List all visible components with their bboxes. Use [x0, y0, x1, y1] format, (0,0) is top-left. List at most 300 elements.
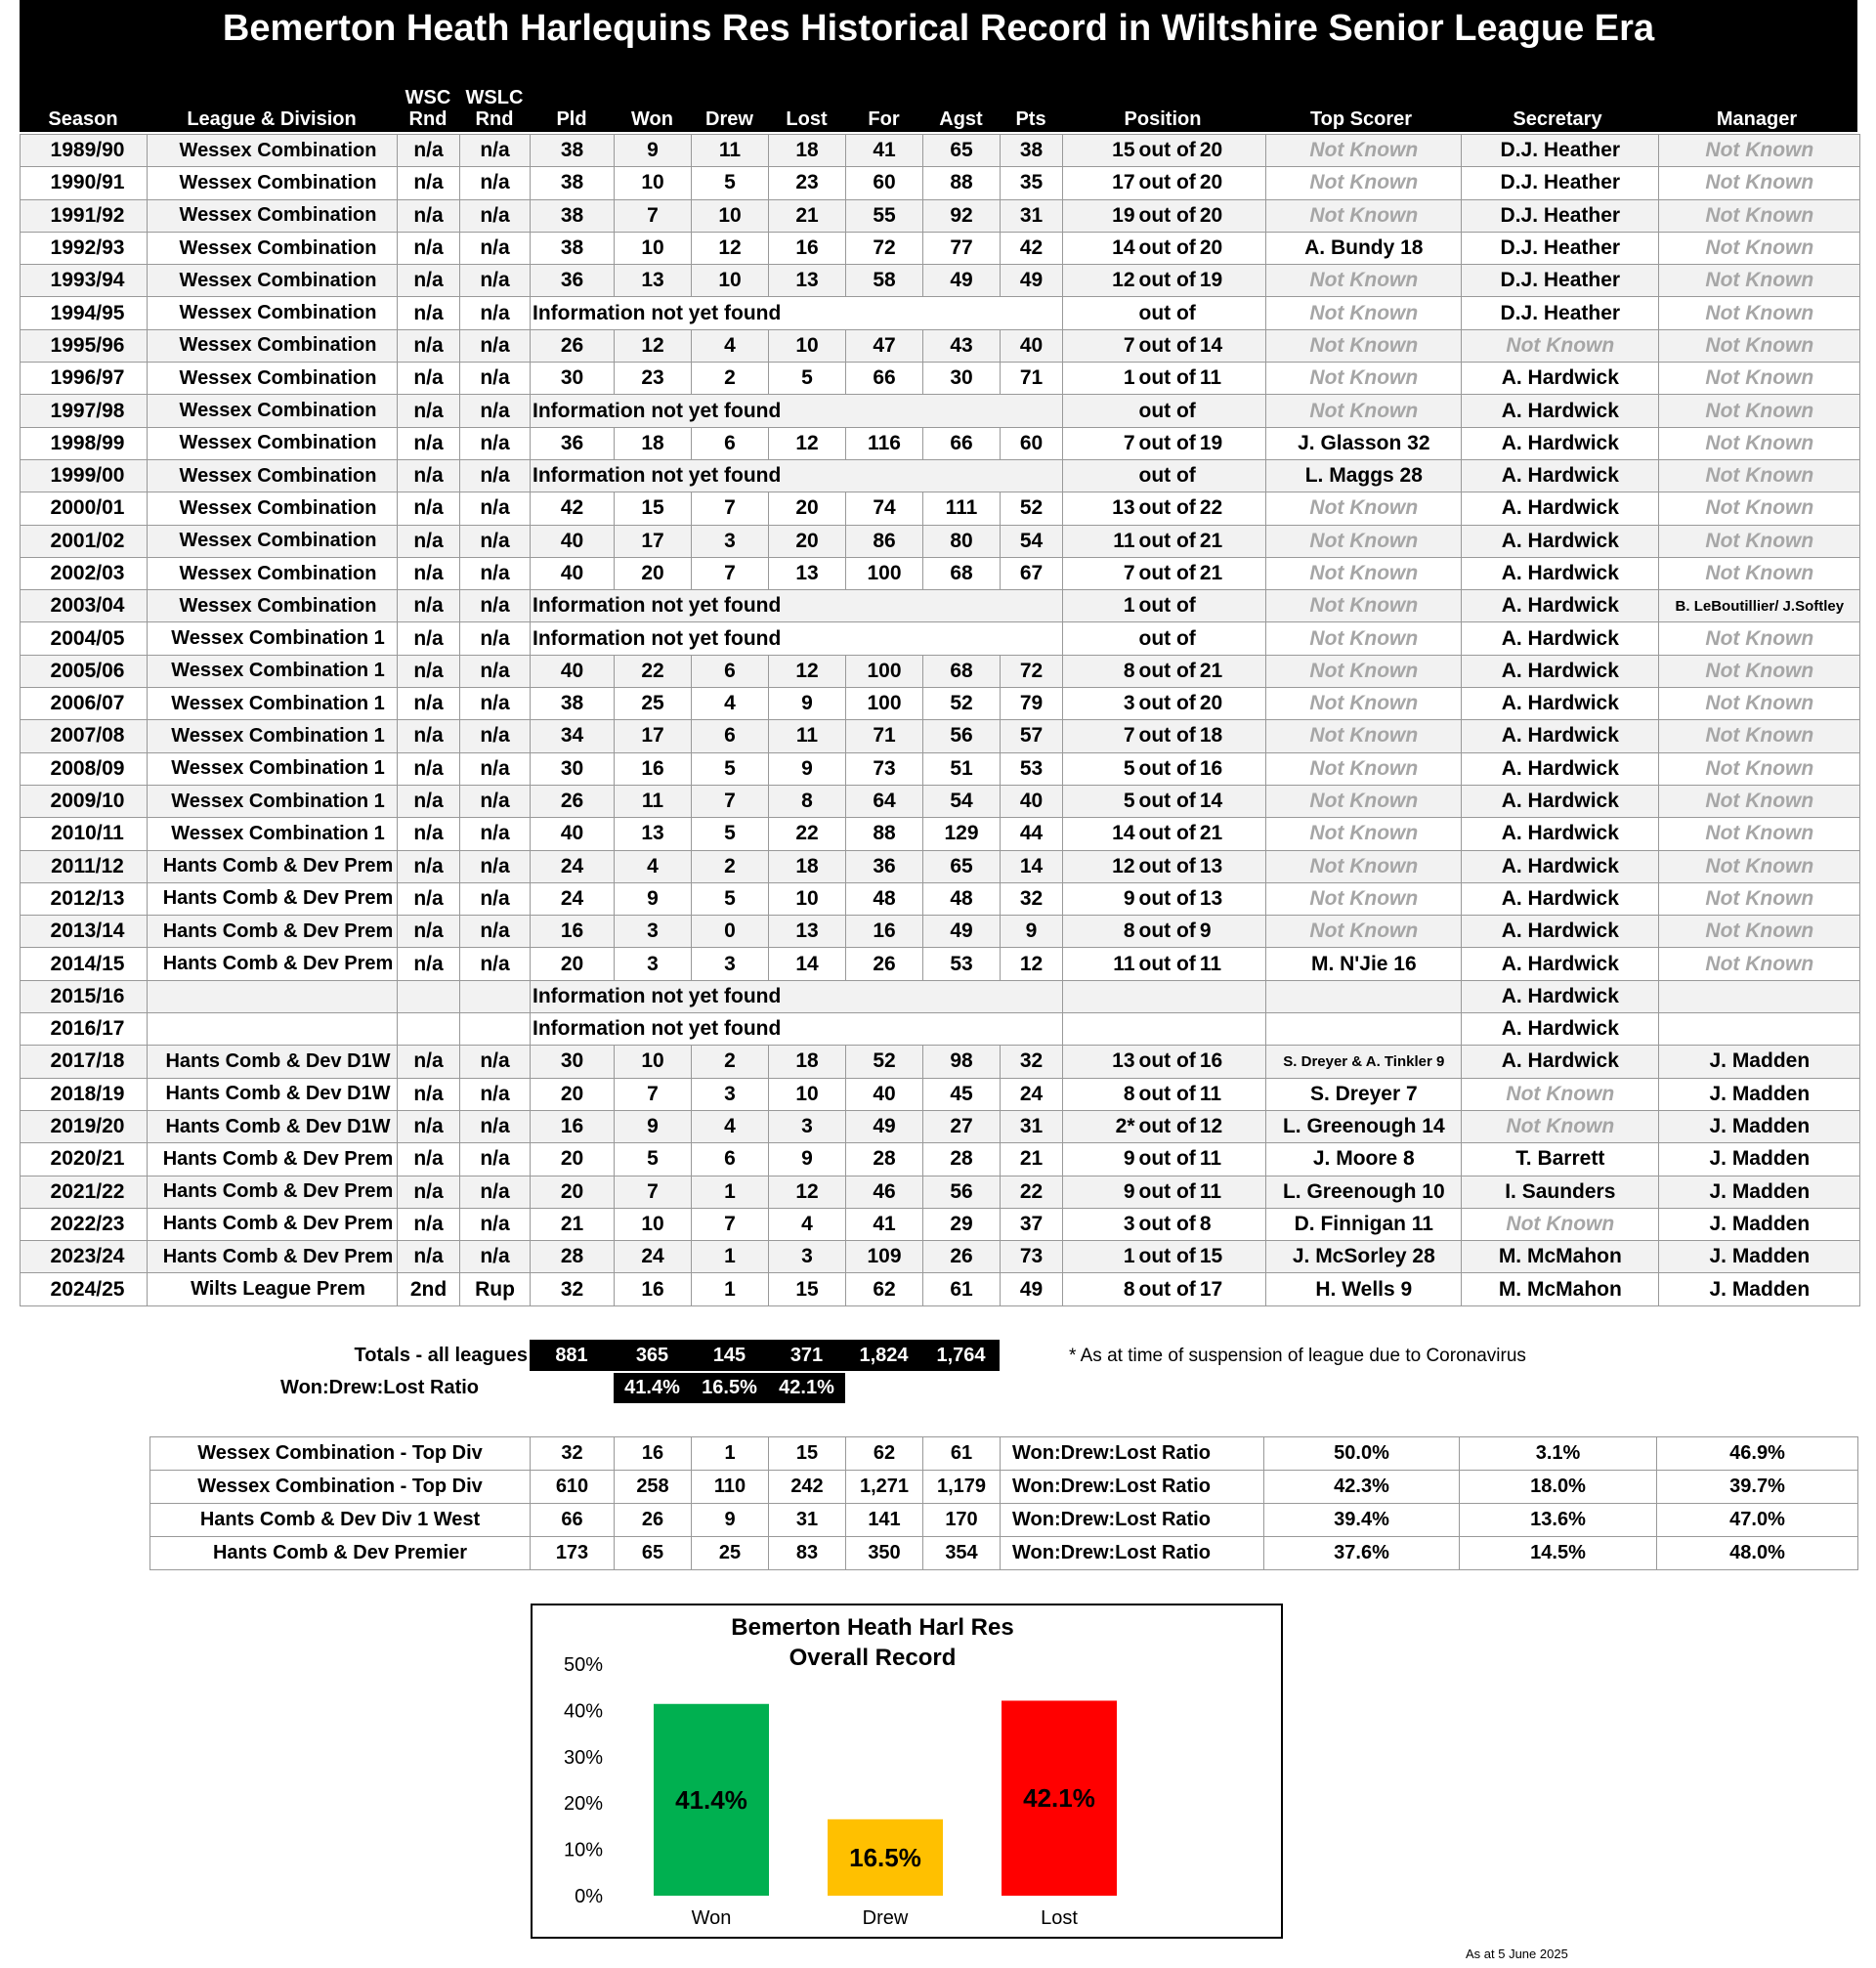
- cell-teams-total: 9: [1198, 916, 1266, 948]
- cell-manager: Not Known: [1659, 622, 1860, 655]
- cell-won: 16: [615, 752, 692, 785]
- cell-drew: 7: [692, 785, 769, 817]
- cell-goals-against: 92: [923, 199, 1001, 232]
- cell-secretary: A. Hardwick: [1462, 720, 1659, 752]
- cell-top-scorer: L. Maggs 28: [1266, 459, 1462, 492]
- cell-goals-for: 26: [846, 948, 923, 980]
- header-season: Season: [48, 108, 118, 130]
- cell-out-of: out of: [1137, 1143, 1198, 1176]
- cell-drew: 12: [692, 232, 769, 264]
- cell-season: 2008/09: [21, 752, 148, 785]
- table-row: [21, 232, 1860, 264]
- summary-played: 66: [531, 1504, 615, 1537]
- cell-points: 49: [1001, 265, 1063, 297]
- table-row: [21, 688, 1860, 720]
- cell-goals-against: 98: [923, 1046, 1001, 1078]
- cell-info-not-found: Information not yet found: [531, 1013, 1063, 1046]
- cell-secretary: M. McMahon: [1462, 1241, 1659, 1273]
- y-tick-label: 20%: [563, 1793, 603, 1816]
- cell-drew: 7: [692, 557, 769, 589]
- cell-goals-against: 88: [923, 167, 1001, 199]
- cell-league: Wessex Combination: [148, 459, 398, 492]
- cell-teams-total: 16: [1198, 752, 1266, 785]
- cell-season: 2018/19: [21, 1078, 148, 1110]
- cell-manager: [1659, 980, 1860, 1012]
- cell-wslc-round: n/a: [460, 395, 531, 427]
- cell-played: 42: [531, 492, 615, 525]
- overall-record-chart: [531, 1604, 1283, 1939]
- cell-wsc-round: n/a: [398, 492, 460, 525]
- cell-goals-against: 61: [923, 1273, 1001, 1305]
- cell-points: 71: [1001, 363, 1063, 395]
- cell-season: 2012/13: [21, 882, 148, 915]
- cell-secretary: A. Hardwick: [1462, 948, 1659, 980]
- summary-drew-pct: 18.0%: [1460, 1471, 1657, 1504]
- cell-wslc-round: n/a: [460, 1208, 531, 1240]
- cell-wsc-round: n/a: [398, 395, 460, 427]
- cell-wsc-round: n/a: [398, 1078, 460, 1110]
- summary-played: 610: [531, 1471, 615, 1504]
- cell-secretary: D.J. Heather: [1462, 199, 1659, 232]
- cell-position: 15: [1063, 135, 1137, 167]
- cell-out-of: out of: [1137, 752, 1198, 785]
- cell-top-scorer: J. McSorley 28: [1266, 1241, 1462, 1273]
- cell-played: 38: [531, 167, 615, 199]
- cell-played: 30: [531, 363, 615, 395]
- cell-wsc-round: n/a: [398, 916, 460, 948]
- cell-lost: 13: [769, 557, 846, 589]
- cell-drew: 1: [692, 1241, 769, 1273]
- cell-teams-total: [1198, 980, 1266, 1012]
- cell-out-of: out of: [1137, 395, 1198, 427]
- cell-points: 72: [1001, 655, 1063, 687]
- table-row: [21, 752, 1860, 785]
- cell-teams-total: 21: [1198, 557, 1266, 589]
- cell-points: 32: [1001, 1046, 1063, 1078]
- cell-out-of: out of: [1137, 1110, 1198, 1142]
- table-row: [21, 1176, 1860, 1208]
- cell-played: 24: [531, 850, 615, 882]
- cell-wslc-round: n/a: [460, 850, 531, 882]
- cell-wsc-round: n/a: [398, 590, 460, 622]
- cell-wslc-round: n/a: [460, 557, 531, 589]
- cell-teams-total: 18: [1198, 720, 1266, 752]
- cell-position: 17: [1063, 167, 1137, 199]
- cell-wsc-round: n/a: [398, 818, 460, 850]
- cell-wsc-round: n/a: [398, 688, 460, 720]
- cell-season: 2015/16: [21, 980, 148, 1012]
- cell-teams-total: 20: [1198, 688, 1266, 720]
- totals-won: 365: [614, 1340, 691, 1371]
- cell-teams-total: 14: [1198, 785, 1266, 817]
- cell-points: 44: [1001, 818, 1063, 850]
- cell-season: 2016/17: [21, 1013, 148, 1046]
- cell-position: [1063, 297, 1137, 329]
- cell-teams-total: [1198, 459, 1266, 492]
- cell-position: 8: [1063, 655, 1137, 687]
- cell-secretary: D.J. Heather: [1462, 167, 1659, 199]
- cell-played: 38: [531, 688, 615, 720]
- cell-secretary: A. Hardwick: [1462, 882, 1659, 915]
- cell-teams-total: [1198, 297, 1266, 329]
- cell-secretary: D.J. Heather: [1462, 232, 1659, 264]
- cell-top-scorer: Not Known: [1266, 492, 1462, 525]
- cell-league: Wilts League Prem: [148, 1273, 398, 1305]
- cell-top-scorer: Not Known: [1266, 590, 1462, 622]
- cell-goals-against: 65: [923, 135, 1001, 167]
- cell-secretary: D.J. Heather: [1462, 297, 1659, 329]
- cell-played: 24: [531, 882, 615, 915]
- cell-won: 17: [615, 525, 692, 557]
- totals-pld: 881: [530, 1340, 614, 1371]
- cell-played: 16: [531, 1110, 615, 1142]
- cell-wsc-round: n/a: [398, 135, 460, 167]
- cell-goals-against: 45: [923, 1078, 1001, 1110]
- header-won: Won: [631, 108, 673, 130]
- summary-won: 258: [615, 1471, 692, 1504]
- cell-played: 26: [531, 329, 615, 362]
- cell-secretary: A. Hardwick: [1462, 459, 1659, 492]
- cell-lost: 18: [769, 1046, 846, 1078]
- table-row: [21, 1013, 1860, 1046]
- cell-lost: 12: [769, 427, 846, 459]
- data-label-lost: 42.1%: [1023, 1783, 1095, 1814]
- cell-teams-total: 14: [1198, 329, 1266, 362]
- cell-drew: 1: [692, 1176, 769, 1208]
- cell-league: Wessex Combination 1: [148, 720, 398, 752]
- cell-season: 2022/23: [21, 1208, 148, 1240]
- cell-lost: 20: [769, 525, 846, 557]
- cell-out-of: out of: [1137, 492, 1198, 525]
- cell-wslc-round: [460, 1013, 531, 1046]
- y-tick-label: 50%: [563, 1654, 603, 1676]
- cell-out-of: out of: [1137, 232, 1198, 264]
- cell-manager: Not Known: [1659, 297, 1860, 329]
- cell-teams-total: 11: [1198, 948, 1266, 980]
- table-row: [21, 622, 1860, 655]
- cell-secretary: M. McMahon: [1462, 1273, 1659, 1305]
- cell-manager: Not Known: [1659, 916, 1860, 948]
- cell-goals-for: 88: [846, 818, 923, 850]
- cell-played: 20: [531, 1078, 615, 1110]
- cell-out-of: out of: [1137, 135, 1198, 167]
- cell-manager: J. Madden: [1659, 1273, 1860, 1305]
- ratio-lost: 42.1%: [768, 1373, 845, 1403]
- cell-wsc-round: [398, 980, 460, 1012]
- cell-out-of: out of: [1137, 363, 1198, 395]
- cell-points: 57: [1001, 720, 1063, 752]
- cell-out-of: out of: [1137, 1273, 1198, 1305]
- cell-goals-for: 58: [846, 265, 923, 297]
- cell-goals-for: 52: [846, 1046, 923, 1078]
- cell-manager: [1659, 1013, 1860, 1046]
- cell-wslc-round: n/a: [460, 1143, 531, 1176]
- cell-wslc-round: n/a: [460, 232, 531, 264]
- cell-position: [1063, 980, 1137, 1012]
- cell-lost: 23: [769, 167, 846, 199]
- cell-league: Wessex Combination 1: [148, 622, 398, 655]
- y-tick-label: 0%: [575, 1886, 603, 1907]
- summary-row: [150, 1537, 1858, 1570]
- cell-position: 1: [1063, 363, 1137, 395]
- cell-top-scorer: L. Greenough 10: [1266, 1176, 1462, 1208]
- cell-out-of: out of: [1137, 622, 1198, 655]
- cell-out-of: out of: [1137, 199, 1198, 232]
- cell-league: Hants Comb & Dev Prem: [148, 1176, 398, 1208]
- cell-top-scorer: Not Known: [1266, 818, 1462, 850]
- table-row: [21, 395, 1860, 427]
- cell-out-of: out of: [1137, 916, 1198, 948]
- cell-manager: Not Known: [1659, 232, 1860, 264]
- cell-manager: J. Madden: [1659, 1078, 1860, 1110]
- cell-won: 10: [615, 232, 692, 264]
- cell-lost: 9: [769, 1143, 846, 1176]
- cell-points: 31: [1001, 1110, 1063, 1142]
- totals-drew: 145: [691, 1340, 768, 1371]
- cell-season: 2014/15: [21, 948, 148, 980]
- cell-season: 1996/97: [21, 363, 148, 395]
- cell-goals-for: 71: [846, 720, 923, 752]
- header-pld: Pld: [556, 108, 587, 130]
- cell-season: 1990/91: [21, 167, 148, 199]
- cell-top-scorer: J. Glasson 32: [1266, 427, 1462, 459]
- cell-manager: Not Known: [1659, 135, 1860, 167]
- cell-played: 40: [531, 525, 615, 557]
- cell-season: 2003/04: [21, 590, 148, 622]
- table-row: [21, 1241, 1860, 1273]
- cell-out-of: out of: [1137, 655, 1198, 687]
- cell-wslc-round: n/a: [460, 882, 531, 915]
- cell-top-scorer: H. Wells 9: [1266, 1273, 1462, 1305]
- cell-wsc-round: n/a: [398, 199, 460, 232]
- cell-manager: Not Known: [1659, 557, 1860, 589]
- cell-wslc-round: n/a: [460, 459, 531, 492]
- cell-points: 40: [1001, 329, 1063, 362]
- cell-won: 3: [615, 916, 692, 948]
- cell-secretary: Not Known: [1462, 1078, 1659, 1110]
- cell-drew: 10: [692, 199, 769, 232]
- ratio-label: Won:Drew:Lost Ratio: [280, 1377, 479, 1398]
- x-tick-label: Lost: [1041, 1907, 1078, 1929]
- cell-goals-for: 16: [846, 916, 923, 948]
- header-secretary: Secretary: [1513, 108, 1602, 130]
- cell-lost: 9: [769, 688, 846, 720]
- cell-wsc-round: n/a: [398, 167, 460, 199]
- cell-lost: 16: [769, 232, 846, 264]
- cell-won: 13: [615, 818, 692, 850]
- cell-season: 1998/99: [21, 427, 148, 459]
- cell-wsc-round: n/a: [398, 363, 460, 395]
- division-summary-table: [149, 1436, 1858, 1570]
- cell-teams-total: 15: [1198, 1241, 1266, 1273]
- header-pts: Pts: [1015, 108, 1046, 130]
- table-row: [21, 850, 1860, 882]
- cell-teams-total: 19: [1198, 265, 1266, 297]
- table-row: [21, 1110, 1860, 1142]
- cell-wslc-round: n/a: [460, 167, 531, 199]
- cell-season: 1992/93: [21, 232, 148, 264]
- cell-points: 42: [1001, 232, 1063, 264]
- totals-for: 1,824: [845, 1340, 922, 1371]
- cell-goals-for: 64: [846, 785, 923, 817]
- table-row: [21, 329, 1860, 362]
- cell-wsc-round: n/a: [398, 1208, 460, 1240]
- summary-drew-pct: 3.1%: [1460, 1437, 1657, 1471]
- cell-drew: 4: [692, 688, 769, 720]
- footnote: * As at time of suspension of league due to Coronavirus: [1069, 1346, 1526, 1366]
- cell-won: 23: [615, 363, 692, 395]
- cell-wslc-round: Rup: [460, 1273, 531, 1305]
- cell-teams-total: [1198, 622, 1266, 655]
- cell-goals-against: 53: [923, 948, 1001, 980]
- cell-out-of: out of: [1137, 1046, 1198, 1078]
- cell-lost: 10: [769, 882, 846, 915]
- cell-out-of: [1137, 1013, 1198, 1046]
- cell-goals-for: 46: [846, 1176, 923, 1208]
- cell-lost: 14: [769, 948, 846, 980]
- cell-league: Wessex Combination 1: [148, 688, 398, 720]
- header-wslc: [459, 87, 530, 130]
- cell-out-of: out of: [1137, 1208, 1198, 1240]
- summary-lost: 15: [769, 1437, 846, 1471]
- cell-goals-for: 60: [846, 167, 923, 199]
- cell-league: Hants Comb & Dev Prem: [148, 1208, 398, 1240]
- cell-position: [1063, 1013, 1137, 1046]
- cell-points: 9: [1001, 916, 1063, 948]
- cell-drew: 5: [692, 818, 769, 850]
- cell-lost: 10: [769, 1078, 846, 1110]
- y-tick-label: 40%: [563, 1700, 603, 1723]
- cell-goals-for: 49: [846, 1110, 923, 1142]
- cell-league: Wessex Combination 1: [148, 818, 398, 850]
- cell-points: 79: [1001, 688, 1063, 720]
- summary-row: [150, 1437, 1858, 1471]
- cell-position: 1: [1063, 590, 1137, 622]
- summary-for: 1,271: [846, 1471, 923, 1504]
- cell-out-of: out of: [1137, 1241, 1198, 1273]
- cell-goals-against: 49: [923, 265, 1001, 297]
- cell-secretary: A. Hardwick: [1462, 850, 1659, 882]
- cell-drew: 6: [692, 427, 769, 459]
- cell-played: 36: [531, 265, 615, 297]
- cell-position: 5: [1063, 785, 1137, 817]
- cell-season: 2005/06: [21, 655, 148, 687]
- cell-teams-total: 20: [1198, 199, 1266, 232]
- cell-season: 2002/03: [21, 557, 148, 589]
- cell-goals-for: 116: [846, 427, 923, 459]
- cell-lost: 4: [769, 1208, 846, 1240]
- header-wslc-line2: Rnd: [475, 108, 514, 130]
- table-row: [21, 297, 1860, 329]
- cell-wsc-round: n/a: [398, 297, 460, 329]
- cell-top-scorer: Not Known: [1266, 557, 1462, 589]
- cell-top-scorer: Not Known: [1266, 167, 1462, 199]
- cell-out-of: [1137, 980, 1198, 1012]
- cell-league: Wessex Combination: [148, 265, 398, 297]
- cell-goals-for: 55: [846, 199, 923, 232]
- summary-division-name: Wessex Combination - Top Div: [150, 1471, 531, 1504]
- data-label-won: 41.4%: [675, 1784, 747, 1815]
- cell-top-scorer: S. Dreyer & A. Tinkler 9: [1266, 1046, 1462, 1078]
- cell-teams-total: 21: [1198, 525, 1266, 557]
- summary-played: 173: [531, 1537, 615, 1570]
- cell-lost: 8: [769, 785, 846, 817]
- cell-wslc-round: n/a: [460, 720, 531, 752]
- totals-agst: 1,764: [922, 1340, 1000, 1371]
- cell-drew: 6: [692, 1143, 769, 1176]
- cell-wsc-round: n/a: [398, 785, 460, 817]
- cell-drew: 4: [692, 329, 769, 362]
- cell-manager: Not Known: [1659, 459, 1860, 492]
- cell-manager: Not Known: [1659, 265, 1860, 297]
- cell-position: 7: [1063, 329, 1137, 362]
- cell-won: 10: [615, 1046, 692, 1078]
- cell-won: 9: [615, 882, 692, 915]
- cell-season: 1995/96: [21, 329, 148, 362]
- cell-goals-against: 129: [923, 818, 1001, 850]
- cell-won: 15: [615, 492, 692, 525]
- cell-wslc-round: n/a: [460, 199, 531, 232]
- cell-goals-for: 28: [846, 1143, 923, 1176]
- cell-manager: Not Known: [1659, 785, 1860, 817]
- cell-lost: 12: [769, 1176, 846, 1208]
- header-wsc: [397, 87, 459, 130]
- cell-drew: 11: [692, 135, 769, 167]
- cell-league: Hants Comb & Dev D1W: [148, 1110, 398, 1142]
- cell-position: 9: [1063, 882, 1137, 915]
- cell-lost: 20: [769, 492, 846, 525]
- cell-teams-total: 11: [1198, 1078, 1266, 1110]
- cell-drew: 4: [692, 1110, 769, 1142]
- cell-drew: 10: [692, 265, 769, 297]
- table-row: [21, 882, 1860, 915]
- summary-drew: 1: [692, 1437, 769, 1471]
- cell-goals-for: 41: [846, 1208, 923, 1240]
- cell-wsc-round: n/a: [398, 525, 460, 557]
- cell-manager: Not Known: [1659, 329, 1860, 362]
- x-tick-label: Drew: [862, 1907, 909, 1929]
- table-row: [21, 427, 1860, 459]
- cell-wslc-round: n/a: [460, 752, 531, 785]
- cell-league: Hants Comb & Dev Prem: [148, 916, 398, 948]
- summary-against: 61: [923, 1437, 1001, 1471]
- cell-teams-total: 11: [1198, 1143, 1266, 1176]
- cell-out-of: out of: [1137, 167, 1198, 199]
- cell-won: 5: [615, 1143, 692, 1176]
- cell-goals-for: 47: [846, 329, 923, 362]
- cell-drew: 7: [692, 1208, 769, 1240]
- cell-points: 60: [1001, 427, 1063, 459]
- cell-goals-against: 28: [923, 1143, 1001, 1176]
- cell-league: Hants Comb & Dev Prem: [148, 1143, 398, 1176]
- cell-points: 40: [1001, 785, 1063, 817]
- summary-for: 350: [846, 1537, 923, 1570]
- cell-manager: J. Madden: [1659, 1208, 1860, 1240]
- cell-top-scorer: Not Known: [1266, 297, 1462, 329]
- cell-wslc-round: n/a: [460, 135, 531, 167]
- cell-top-scorer: S. Dreyer 7: [1266, 1078, 1462, 1110]
- cell-position: 14: [1063, 818, 1137, 850]
- cell-position: 8: [1063, 1273, 1137, 1305]
- cell-position: 7: [1063, 720, 1137, 752]
- cell-out-of: out of: [1137, 297, 1198, 329]
- cell-season: 1993/94: [21, 265, 148, 297]
- cell-won: 20: [615, 557, 692, 589]
- cell-position: 13: [1063, 492, 1137, 525]
- cell-won: 10: [615, 1208, 692, 1240]
- cell-secretary: A. Hardwick: [1462, 785, 1659, 817]
- cell-drew: 2: [692, 850, 769, 882]
